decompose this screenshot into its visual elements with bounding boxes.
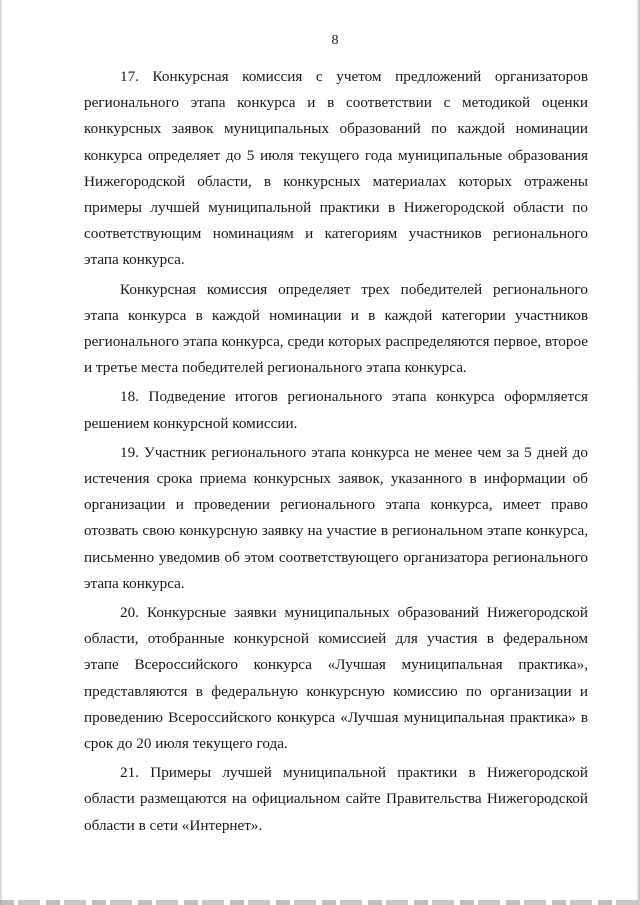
paragraph-18: 18. Подведение итогов регионального этапа конкурса оформляется решением конкурсной комиссии. — [84, 388, 588, 432]
paragraph-19: 19. Участник регионального этапа конкурса не менее чем за 5 дней до истечения срока приема конкурсных заявок, указанного в информации об организации и проведении регионального этапа конкурса, имеет право отозвать свою конкурсную заявку на участие в региональном этапе конкурса, письменно уведомив об этом соответствующего организатора регионального этапа конкурса. — [84, 443, 588, 592]
page-number: 8 — [331, 33, 339, 48]
scan-edge-left — [0, 0, 3, 905]
scan-edge-right — [636, 0, 640, 905]
paragraph-17: 17. Конкурсная комиссия с учетом предложений организаторов регионального этапа конкурса и в соответствии с методикой оценки конкурсных заявок муниципальных образований по каждой номинации конкурса определяет до 5 июля текущего года муниципальные образования Нижегородской области, в конкурсных материалах которых отражены примеры лучшей муниципальной практики в Нижегородской области по соответствующим номинациям и категориям участников регионального этапа конкурса. — [84, 68, 588, 269]
paragraph-20: 20. Конкурсные заявки муниципальных образований Нижегородской области, отобранные конкурсной комиссией для участия в федеральном этапе Всероссийского конкурса «Лучшая муниципальная практика», представляются в федеральную конкурсную комиссию по организации и проведению Всероссийского конкурса «Лучшая муниципальная практика» в срок до 20 июля текущего года. — [84, 604, 588, 753]
paragraph-17-winners: Конкурсная комиссия определяет трех победителей регионального этапа конкурса в каждой номинации и в каждой категории участников регионального этапа конкурса, среди которых распределяются первое, второе и третье места победителей регионального этапа конкурса. — [84, 280, 588, 377]
document-body — [84, 64, 588, 839]
paragraph-21: 21. Примеры лучшей муниципальной практики в Нижегородской области размещаются на официальном сайте Правительства Нижегородской области в сети «Интернет». — [84, 764, 588, 834]
scan-bottom-artifact — [0, 900, 640, 905]
